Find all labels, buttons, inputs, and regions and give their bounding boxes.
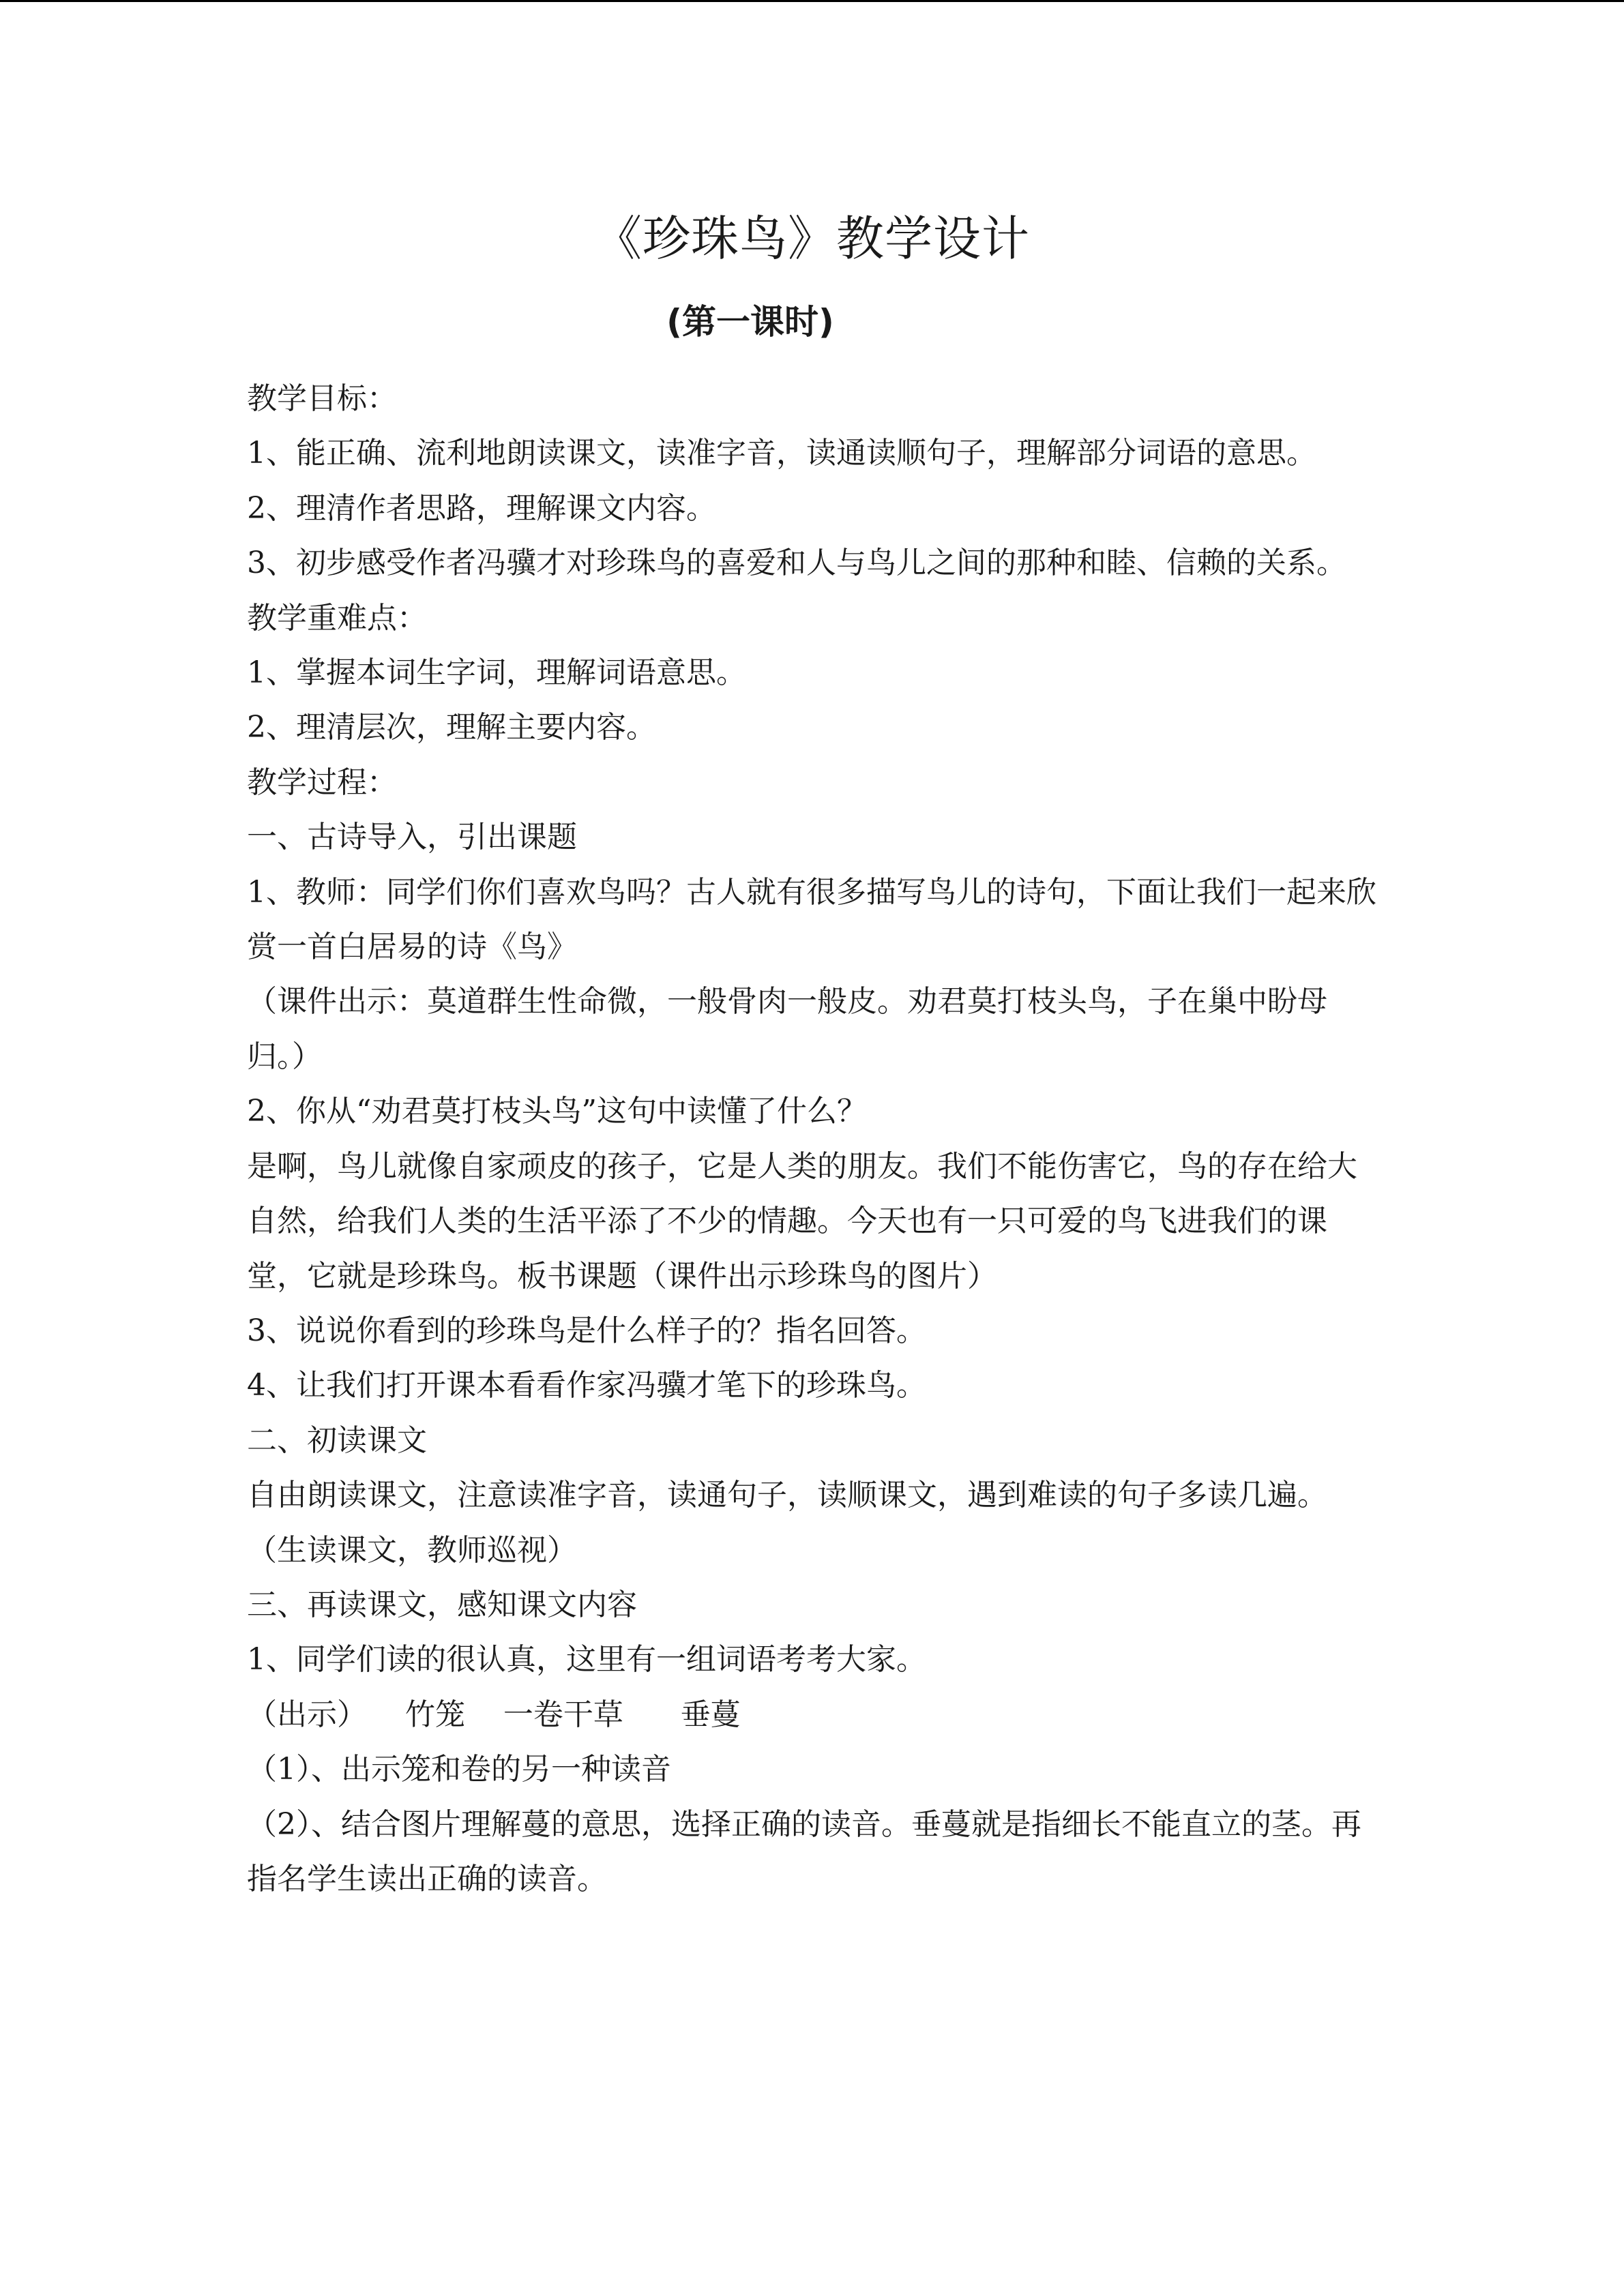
paragraph: 教学目标： — [247, 381, 397, 416]
paragraph: 三、再读课文，感知课文内容 — [247, 1587, 637, 1622]
document-body — [247, 372, 1379, 1907]
paragraph: 1、同学们读的很认真，这里有一组词语考考大家。 — [247, 1642, 926, 1678]
paragraph: 一、古诗导入，引出课题 — [247, 820, 577, 855]
paragraph: 二、初读课文 — [247, 1422, 427, 1458]
paragraph: （2）、结合图片理解蔓的意思，选择正确的读音。垂蔓就是指细长不能直立的茎。再指名学生读出正确的读音。 — [247, 1806, 1361, 1896]
document-title: 《珍珠鸟》教学设计 — [594, 211, 1030, 267]
paragraph: 4、让我们打开课本看看作家冯骥才笔下的珍珠鸟。 — [247, 1368, 926, 1403]
paragraph: 3、说说你看到的珍珠鸟是什么样子的？指名回答。 — [247, 1313, 926, 1348]
paragraph: 3、初步感受作者冯骥才对珍珠鸟的喜爱和人与鸟儿之间的那种和睦、信赖的关系。 — [247, 546, 1346, 581]
paragraph: （课件出示：莫道群生性命微，一般骨肉一般皮。劝君莫打枝头鸟，子在巢中盼母归。） — [247, 984, 1327, 1074]
paragraph: 2、理清作者思路，理解课文内容。 — [247, 490, 716, 526]
paragraph: （1）、出示笼和卷的另一种读音 — [247, 1752, 671, 1787]
paragraph: 教学过程： — [247, 764, 397, 800]
document-subtitle: (第一课时) — [666, 302, 834, 342]
paragraph: （生读课文，教师巡视） — [247, 1532, 577, 1568]
paragraph: 1、教师：同学们你们喜欢鸟吗？古人就有很多描写鸟儿的诗句，下面让我们一起来欣赏一首白居易的诗《鸟》 — [247, 874, 1376, 965]
paragraph: 自由朗读课文，注意读准字音，读通句子，读顺课文，遇到难读的句子多读几遍。 — [247, 1478, 1327, 1513]
paragraph: 1、能正确、流利地朗读课文，读准字音，读通读顺句子，理解部分词语的意思。 — [247, 436, 1316, 471]
paragraph: 是啊，鸟儿就像自家顽皮的孩子，它是人类的朋友。我们不能伤害它，鸟的存在给大自然，给我们人类的生活平添了不少的情趣。今天也有一只可爱的鸟飞进我们的课堂，它就是珍珠鸟。板书课题（课件出示珍珠鸟的图片） — [247, 1148, 1357, 1294]
paragraph: 2、理清层次，理解主要内容。 — [247, 710, 656, 745]
paragraph: （出示） 竹笼 一卷干草 垂蔓 — [247, 1697, 741, 1732]
paragraph: 教学重难点： — [247, 600, 427, 636]
top-border-line — [0, 0, 1624, 2]
paragraph: 2、你从“劝君莫打枝头鸟”这句中读懂了什么？ — [247, 1094, 867, 1129]
paragraph: 1、掌握本词生字词，理解词语意思。 — [247, 655, 746, 691]
